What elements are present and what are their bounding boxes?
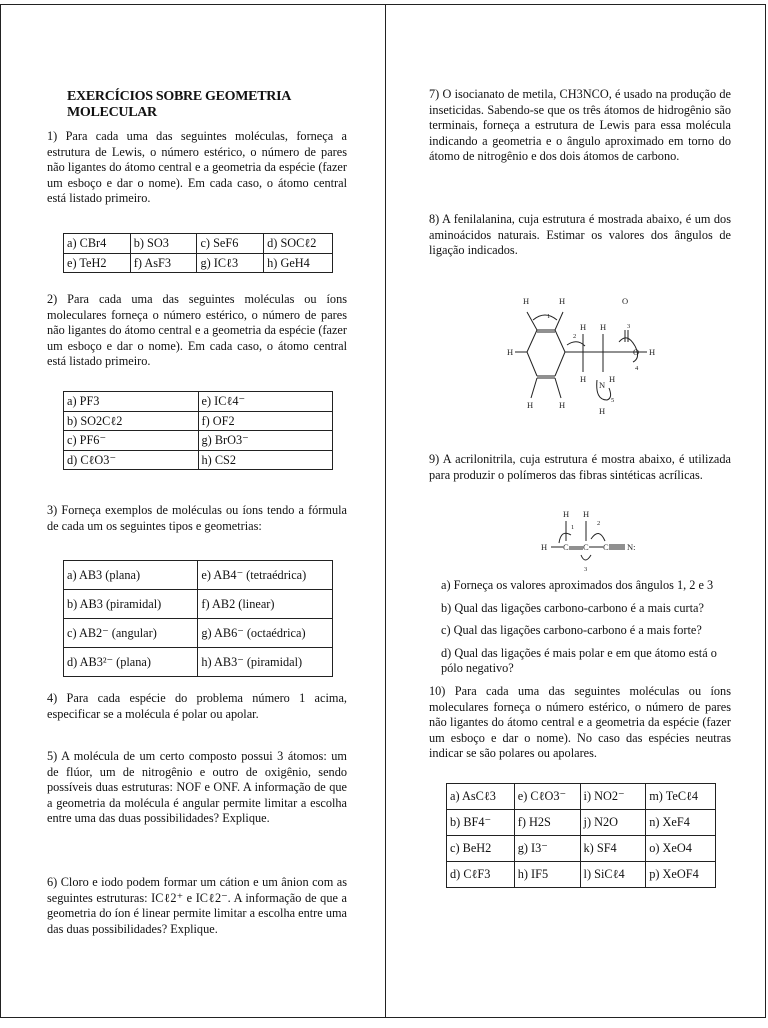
list-item: d) Qual das ligações é mais polar e em que átomo está o pólo negativo?: [441, 645, 717, 675]
table-cell: h) IF5: [514, 862, 580, 888]
table-cell: n) XeF4: [646, 810, 716, 836]
table-cell: b) SO2Cℓ2: [64, 411, 199, 431]
atom-label: N: [599, 380, 606, 390]
worksheet-page: [0, 4, 766, 1018]
table-row: [64, 411, 333, 431]
atom-label: C: [583, 542, 589, 552]
table-cell: c) SeF6: [197, 234, 264, 254]
atom-label: H: [609, 374, 616, 384]
atom-label: N:: [627, 542, 636, 552]
table-cell: e) TeH2: [64, 253, 131, 273]
atom-label: H: [559, 400, 566, 410]
question-2: 2) Para cada uma das seguintes moléculas ou íons moleculares forneça o número estérico, o número de pares não ligantes do átomo central e a geometria da espécie (fazer um esboço e dar o nome). Em cada caso, o átomo central está listado primeiro.: [47, 292, 347, 368]
atom-label: C: [563, 542, 569, 552]
list-item: c) Qual das ligações carbono-carbono é a mais forte?: [441, 623, 702, 637]
table-row: [64, 619, 333, 648]
table-cell: c) BeH2: [447, 836, 515, 862]
table-cell: e) AB4⁻ (tetraédrica): [198, 561, 333, 590]
table-row: [64, 431, 333, 451]
question-2-table: [63, 391, 333, 470]
angle-label: 2: [573, 333, 577, 340]
table-row: [64, 561, 333, 590]
table-cell: f) AB2 (linear): [198, 590, 333, 619]
table-row: [64, 392, 333, 412]
table-row: [447, 810, 716, 836]
question-1-table: [63, 233, 333, 273]
atom-label: H: [649, 347, 656, 357]
table-row: [64, 450, 333, 470]
table-cell: f) AsF3: [130, 253, 197, 273]
atom-label: H: [559, 296, 566, 306]
table-cell: a) PF3: [64, 392, 199, 412]
table-cell: d) CℓF3: [447, 862, 515, 888]
table-cell: p) XeOF4: [646, 862, 716, 888]
question-9-items: [441, 578, 737, 675]
question-9: 9) A acrilonitrila, cuja estrutura é mostra abaixo, é utilizada para produzir o polímeros das fibras sintéticas acrílicas.: [429, 452, 731, 482]
table-cell: e) ICℓ4⁻: [198, 392, 332, 412]
atom-label: H: [580, 322, 587, 332]
table-cell: i) NO2⁻: [580, 784, 646, 810]
question-3-table: [63, 560, 333, 677]
table-row: [64, 234, 333, 254]
table-row: [447, 862, 716, 888]
question-6: 6) Cloro e iodo podem formar um cátion e um ânion com as seguintes estruturas: ICℓ2⁺ e ICℓ2⁻. A informação de que a geometria do íon é linear permite limitar a escolha entre uma das duas possibilidades? Explique.: [47, 875, 347, 936]
table-cell: m) TeCℓ4: [646, 784, 716, 810]
table-cell: b) BF4⁻: [447, 810, 515, 836]
table-cell: c) PF6⁻: [64, 431, 199, 451]
angle-label: 1: [571, 524, 575, 531]
table-cell: o) XeO4: [646, 836, 716, 862]
angle-label: 5: [611, 397, 615, 404]
atom-label: H: [563, 509, 570, 519]
list-item: b) Qual das ligações carbono-carbono é a mais curta?: [441, 600, 704, 615]
table-cell: j) N2O: [580, 810, 646, 836]
atom-label: H: [541, 542, 548, 552]
table-cell: a) AsCℓ3: [447, 784, 515, 810]
question-4: 4) Para cada espécie do problema número 1 acima, especificar se a molécula é polar ou apolar.: [47, 691, 347, 721]
acrilonitrila-structure: [541, 505, 651, 577]
table-cell: k) SF4: [580, 836, 646, 862]
angle-label: 4: [635, 365, 639, 372]
table-cell: h) AB3⁻ (piramidal): [198, 648, 333, 677]
atom-label: H: [600, 322, 607, 332]
table-cell: a) AB3 (plana): [64, 561, 198, 590]
column-divider: [385, 5, 386, 1017]
table-cell: d) CℓO3⁻: [64, 450, 199, 470]
atom-label: H: [583, 509, 590, 519]
table-cell: a) CBr4: [64, 234, 131, 254]
table-row: [64, 590, 333, 619]
atom-label: H: [507, 347, 514, 357]
table-cell: b) AB3 (piramidal): [64, 590, 198, 619]
atom-label: H: [523, 296, 530, 306]
angle-label: 2: [597, 520, 601, 527]
atom-label: H: [527, 400, 534, 410]
table-cell: e) CℓO3⁻: [514, 784, 580, 810]
table-cell: g) AB6⁻ (octaédrica): [198, 619, 333, 648]
question-3: 3) Forneça exemplos de moléculas ou íons tendo a fórmula de cada um os seguintes tipos e geometrias:: [47, 503, 347, 533]
list-item: a) Forneça os valores aproximados dos ângulos 1, 2 e 3: [441, 578, 714, 592]
table-cell: d) SOCℓ2: [264, 234, 333, 254]
table-row: [64, 253, 333, 273]
table-cell: h) GeH4: [264, 253, 333, 273]
atom-label: C: [603, 542, 609, 552]
angle-label: 3: [627, 323, 631, 330]
angle-label: 3: [584, 566, 588, 573]
atom-label: H: [599, 406, 606, 416]
table-row: [64, 648, 333, 677]
atom-label: H: [580, 374, 587, 384]
question-8: 8) A fenilalanina, cuja estrutura é mostrada abaixo, é um dos aminoácidos naturais. Estimar os valores dos ângulos de ligação indicados.: [429, 212, 731, 257]
table-cell: h) CS2: [198, 450, 332, 470]
table-cell: d) AB3²⁻ (plana): [64, 648, 198, 677]
question-5: 5) A molécula de um certo composto possui 3 átomos: um de flúor, um de nitrogênio e outro de oxigênio, sendo possíveis duas estruturas: NOF e ONF. A informação de que a geometria da molécula é angular permite limitar a escolha entre uma das duas possibilidades? Explique.: [47, 749, 347, 825]
fenilalanina-structure: [507, 290, 657, 420]
table-cell: g) BrO3⁻: [198, 431, 332, 451]
page-title: EXERCÍCIOS SOBRE GEOMETRIA MOLECULAR: [67, 89, 291, 120]
table-row: [447, 784, 716, 810]
atom-label: O: [622, 296, 629, 306]
table-cell: g) I3⁻: [514, 836, 580, 862]
table-cell: f) OF2: [198, 411, 332, 431]
table-cell: f) H2S: [514, 810, 580, 836]
table-row: [447, 836, 716, 862]
table-cell: l) SiCℓ4: [580, 862, 646, 888]
atom-label: O: [633, 347, 640, 357]
question-7: 7) O isocianato de metila, CH3NCO, é usado na produção de inseticidas. Sabendo-se que os três átomos de hidrogênio são terminais, forneça a estrutura de Lewis para essa molécula indicando a geometria e o ângulo aproximado em torno do átomo de nitrogênio e dos dois átomos de carbono.: [429, 87, 731, 163]
table-cell: c) AB2⁻ (angular): [64, 619, 198, 648]
table-cell: g) ICℓ3: [197, 253, 264, 273]
question-10: 10) Para cada uma das seguintes moléculas ou íons moleculares forneça o número estérico, o número de pares não ligantes do átomo central e a geometria da espécie (fazer um esboço e dar o nome). No caso das espécies neutras indicar se são polares ou apolares.: [429, 684, 731, 760]
angle-label: 1: [547, 313, 551, 320]
table-cell: b) SO3: [130, 234, 197, 254]
question-1: 1) Para cada uma das seguintes moléculas, forneça a estrutura de Lewis, o número estérico, o número de pares não ligantes do átomo central e a geometria da espécie (fazer um esboço e dar o nome). Em cada caso, o átomo central está listado primeiro.: [47, 129, 347, 205]
question-10-table: [446, 783, 716, 888]
